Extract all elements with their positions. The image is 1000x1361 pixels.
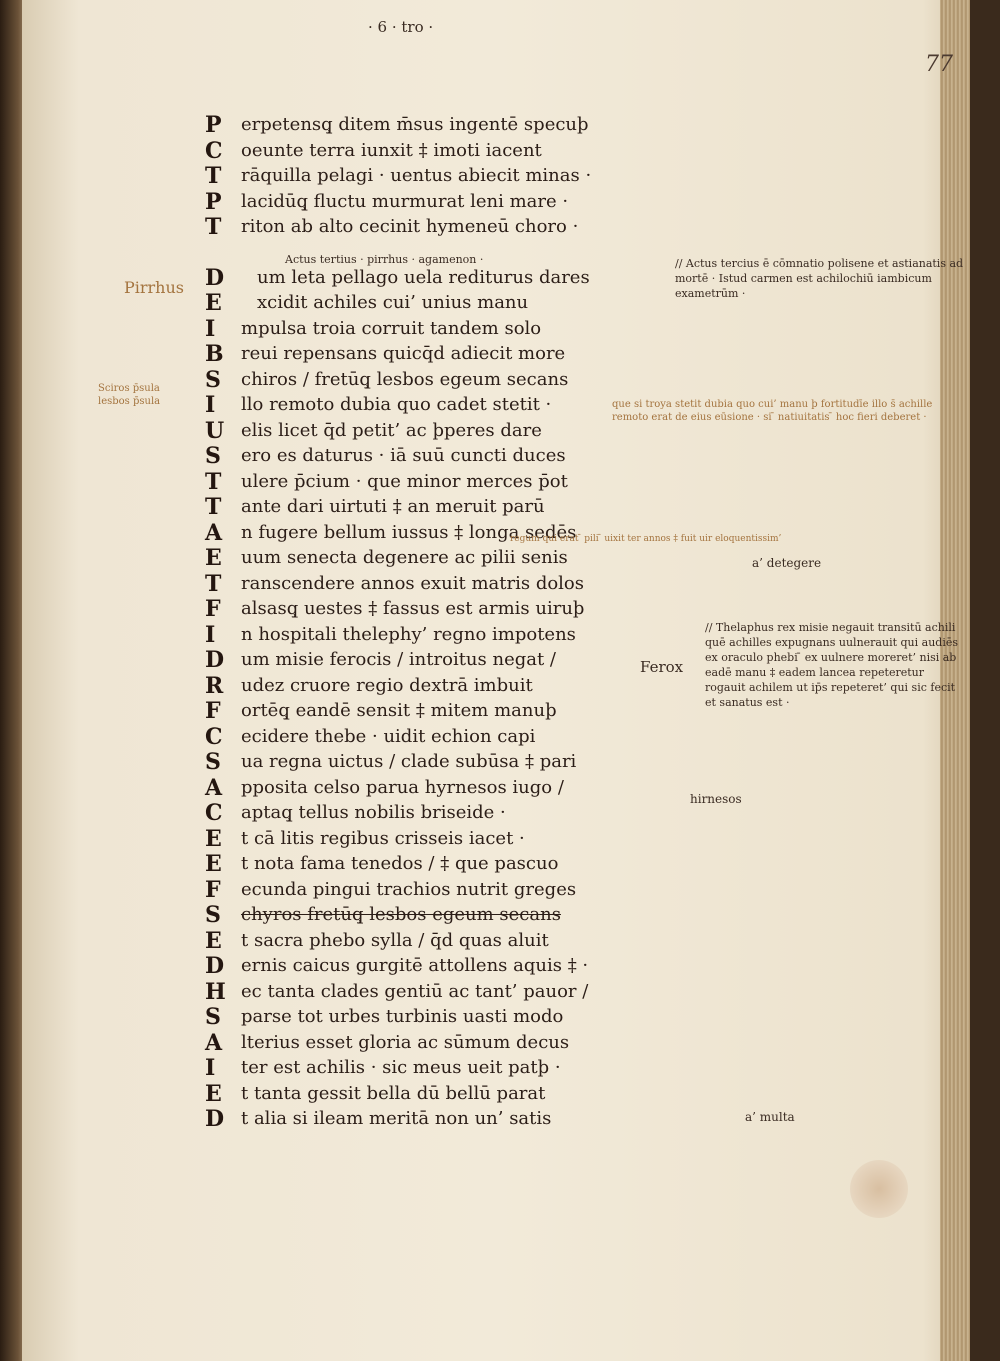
verse-text: n fugere bellum iussus ‡ longa sedēs (241, 521, 577, 543)
verse-initial: T (205, 163, 222, 189)
verse-text: um misie ferocis / introitus negat / (241, 649, 556, 670)
verse-initial: S (205, 1004, 221, 1030)
verse-text: ecidere thebe · uidit echion capi (241, 725, 536, 747)
verse-initial: D (205, 953, 225, 979)
gloss-hirnesos: hirnesos (690, 792, 742, 806)
verse-text: n hospitali thelephy’ regno impotens (241, 623, 576, 645)
verse-text: ranscendere annos exuit matris dolos (241, 572, 585, 594)
speaker-name: Pirrhus (124, 278, 184, 297)
verse-text: chyros fretūq̧ lesbos egeum secans (241, 904, 561, 925)
verse-initial: E (205, 1080, 222, 1107)
verse-initial: E (205, 927, 222, 954)
verse-initial: P (205, 112, 222, 138)
verse-initial: F (205, 596, 221, 622)
verse-text: llo remoto dubia quo cadet stetit · (241, 394, 552, 415)
gloss-detegere: a’ detegere (752, 556, 822, 570)
verse-text: um leta pellago uela rediturus dares (257, 266, 590, 288)
verse-initial: E (205, 290, 222, 316)
verse-initial: R (205, 672, 224, 699)
verse-text: ua regna uictus / clade subūsa ‡ pari (241, 751, 577, 772)
verse-text: ecunda pingui trachios nutrit greges (241, 878, 577, 900)
verse-initial: U (205, 417, 225, 444)
verse-text: ec tanta clades gentiū ac tant’ pauor / (241, 980, 589, 1002)
verse-text: elis licet q̄d petit’ ac þperes dare (241, 419, 542, 441)
verse-initial: A (205, 519, 223, 546)
verse-text: ante dari uirtuti ‡ an meruit parū (241, 496, 545, 517)
verse-initial: S (205, 749, 221, 775)
verse-initial: E (205, 545, 222, 571)
gloss-thelaphus: // Thelaphus rex misie negauit transitū achili quē achilles expugnans uulnerauit qui audiēs ex oraculo phebi ̄ ex uulnere moreret’ nisi ab eadē manu ‡ eadem lancea repeteretur rogauit achilem ut ip̄s repeteret’ qui sic fecit et sanatus est · (705, 621, 959, 709)
verse-text: lacidūq̧ fluctu murmurat leni mare · (241, 190, 569, 212)
verse-initial: E (205, 851, 222, 877)
verse-text: ortēq̧ eandē sensit ‡ mitem manuþ (241, 700, 557, 721)
gloss-sciros-lesbos: Sciros p̄sula lesbos p̄sula (98, 383, 161, 407)
verse-initial: H (205, 978, 226, 1005)
verse-initial: C (205, 723, 223, 750)
verse-text: chiros / fretūq̧ lesbos egeum secans (241, 368, 569, 390)
verse-text: alsasq̧ uestes ‡ fassus est armis uiruþ (241, 598, 585, 619)
verse-initial: I (205, 1055, 216, 1081)
page-stain (850, 1160, 908, 1218)
verse-text: erpetensq̧ ditem m̄sus ingentē specuþ (241, 114, 589, 135)
verse-text: ulere p̄cium · que minor merces p̄ot (241, 470, 568, 492)
verse-text: uum senecta degenere ac pilii senis (241, 547, 568, 568)
verse-initial: T (205, 494, 222, 520)
verse-text: ero es daturus · iā suū cuncti duces (241, 445, 566, 466)
verse-text: t cā litis regibus crisseis iacet · (241, 827, 525, 849)
verse-initial: S (205, 366, 221, 393)
verse-initial: F (205, 698, 221, 724)
verse-initial: C (205, 137, 223, 164)
verse-text: riton ab alto cecinit hymeneū choro · (241, 216, 579, 237)
verse-initial: T (205, 570, 222, 597)
verse-initial: A (205, 774, 223, 801)
verse-initial: C (205, 800, 223, 826)
verse-text: udez cruore regio dextrā imbuit (241, 674, 533, 696)
verse-text: pposita celso parua hyrnesos iugo / (241, 776, 564, 798)
verse-text: mpulsa troia corruit tandem solo (241, 317, 542, 339)
verse-text: oeunte terra iunxit ‡ imoti iacent (241, 139, 542, 161)
verse-text: ter est achilis · sic meus ueit patþ · (241, 1057, 561, 1078)
verse-initial: I (205, 315, 216, 342)
act-heading: Actus tertius · pirrhus · agamenon · (285, 253, 484, 266)
verse-initial: S (205, 443, 221, 469)
verse-text: ernis caicus gurgitē attollens aquis ‡ · (241, 955, 589, 976)
verse-text: aptaq̧ tellus nobilis briseide · (241, 802, 506, 823)
verse-initial: F (205, 876, 221, 903)
verse-text: xcidit achiles cui’ unius manu (257, 292, 529, 313)
verse-initial: E (205, 825, 222, 852)
verse-text: t sacra phebo sylla / q̄d quas aluit (241, 929, 549, 951)
gloss-actus-tercius: // Actus tercius ē cōmnatio polisene et astianatis ad mortē · Istud carmen est achilochiū iambicum exametrūm · (675, 257, 964, 300)
gloss-regum: regum qui erat ̄ pili ̄ uixit ter annos ‡ fuit uir eloquentissim’ (510, 534, 782, 544)
verse-text: t alia si ileam meritā non un’ satis (241, 1108, 552, 1129)
verse-initial: T (205, 214, 222, 240)
verse-text: reui repensans quicq̄d adiecit more (241, 343, 566, 364)
verse-initial: D (205, 647, 225, 673)
folio-number: 77 (925, 52, 953, 77)
verse-initial: A (205, 1029, 223, 1056)
verse-initial: S (205, 902, 221, 928)
verse-initial: D (205, 1106, 225, 1132)
gloss-dubia: que si troya stetit dubia quo cui’ manu þ fortitudīe illo s̄ achille remoto erat de eius eūsione · si ̄ natiuitatis ̄ hoc fieri deberet · (612, 399, 933, 423)
verse-initial: I (205, 392, 216, 418)
verse-initial: I (205, 621, 216, 648)
verse-initial: D (205, 264, 225, 291)
verse-initial: T (205, 468, 222, 495)
gloss-multa: a’ multa (745, 1110, 795, 1124)
verse-text: rāquilla pelagi · uentus abiecit minas · (241, 165, 592, 186)
verse-initial: B (205, 341, 224, 367)
verse-text: t tanta gessit bella dū bellū parat (241, 1082, 546, 1104)
gloss-ferox: Ferox (640, 658, 684, 676)
verse-text: lterius esset gloria ac sūmum decus (241, 1031, 570, 1053)
verse-text: parse tot urbes turbinis uasti modo (241, 1006, 564, 1027)
verse-initial: P (205, 188, 222, 215)
running-title: · 6 · tro · (368, 18, 434, 36)
verse-text: t nota fama tenedos / ‡ que pascuo (241, 853, 559, 874)
